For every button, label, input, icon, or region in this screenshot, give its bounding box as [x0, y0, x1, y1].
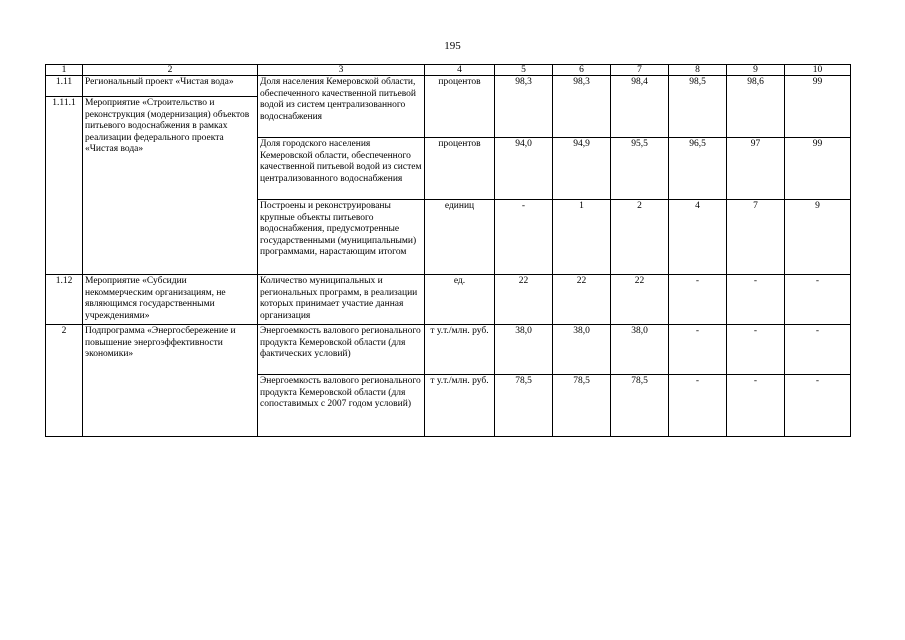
indicator-name: Доля населения Кемеровской области, обеспеченного качественной питьевой водой из систем централизованного водоснабжения: [258, 76, 425, 138]
unit: единиц: [425, 200, 495, 275]
value-cell: -: [669, 375, 727, 437]
row-number: 1.11: [46, 76, 83, 97]
header-cell: 2: [83, 65, 258, 76]
page-number: 195: [444, 40, 461, 52]
row-title: Подпрограмма «Энергосбережение и повышение энергоэффективности экономики»: [83, 325, 258, 437]
value-cell: 78,5: [553, 375, 611, 437]
value-cell: 98,6: [727, 76, 785, 138]
table-row: [46, 76, 851, 97]
value-cell: 97: [727, 138, 785, 200]
header-cell: 3: [258, 65, 425, 76]
value-cell: 22: [553, 275, 611, 325]
value-cell: 38,0: [495, 325, 553, 375]
indicator-name: Количество муниципальных и региональных программ, в реализации которых принимает участие данная организация: [258, 275, 425, 325]
value-cell: -: [785, 275, 851, 325]
value-cell: -: [495, 200, 553, 275]
row-number: 2: [46, 325, 83, 437]
header-cell: 1: [46, 65, 83, 76]
table-row: [46, 325, 851, 375]
header-cell: 8: [669, 65, 727, 76]
value-cell: -: [727, 275, 785, 325]
indicators-table: [45, 64, 851, 437]
value-cell: 9: [785, 200, 851, 275]
value-cell: 94,0: [495, 138, 553, 200]
table-row: [46, 275, 851, 325]
unit: процентов: [425, 76, 495, 138]
value-cell: -: [669, 275, 727, 325]
unit: ед.: [425, 275, 495, 325]
value-cell: -: [785, 375, 851, 437]
header-cell: 7: [611, 65, 669, 76]
header-cell: 6: [553, 65, 611, 76]
row-number: 1.11.1: [46, 97, 83, 275]
header-row: [46, 65, 851, 76]
value-cell: -: [669, 325, 727, 375]
value-cell: 98,5: [669, 76, 727, 138]
row-number: 1.12: [46, 275, 83, 325]
indicator-name: Доля городского населения Кемеровской области, обеспеченного качественной питьевой водой из систем централизованного водоснабжения: [258, 138, 425, 200]
value-cell: 98,3: [553, 76, 611, 138]
indicator-name: Энергоемкость валового регионального продукта Кемеровской области (для сопоставимых с 2007 годом условий): [258, 375, 425, 437]
value-cell: -: [727, 375, 785, 437]
value-cell: 99: [785, 76, 851, 138]
value-cell: 38,0: [611, 325, 669, 375]
row-title: Региональный проект «Чистая вода»: [83, 76, 258, 97]
value-cell: 99: [785, 138, 851, 200]
value-cell: 4: [669, 200, 727, 275]
value-cell: 2: [611, 200, 669, 275]
value-cell: 78,5: [495, 375, 553, 437]
value-cell: 22: [611, 275, 669, 325]
value-cell: -: [727, 325, 785, 375]
value-cell: 78,5: [611, 375, 669, 437]
header-cell: 5: [495, 65, 553, 76]
value-cell: 98,3: [495, 76, 553, 138]
value-cell: 95,5: [611, 138, 669, 200]
value-cell: 22: [495, 275, 553, 325]
value-cell: -: [785, 325, 851, 375]
value-cell: 38,0: [553, 325, 611, 375]
header-cell: 10: [785, 65, 851, 76]
header-cell: 9: [727, 65, 785, 76]
row-title: Мероприятие «Субсидии некоммерческим организациям, не являющимся государственными учреждениями»: [83, 275, 258, 325]
value-cell: 96,5: [669, 138, 727, 200]
unit: процентов: [425, 138, 495, 200]
value-cell: 98,4: [611, 76, 669, 138]
indicator-name: Энергоемкость валового регионального продукта Кемеровской области (для фактических условий): [258, 325, 425, 375]
row-title: Мероприятие «Строительство и реконструкция (модернизация) объектов питьевого водоснабжения в рамках реализации федерального проекта «Чистая вода»: [83, 97, 258, 275]
header-cell: 4: [425, 65, 495, 76]
value-cell: 94,9: [553, 138, 611, 200]
unit: т у.т./млн. руб.: [425, 325, 495, 375]
value-cell: 7: [727, 200, 785, 275]
value-cell: 1: [553, 200, 611, 275]
indicator-name: Построены и реконструированы крупные объекты питьевого водоснабжения, предусмотренные государственными (муниципальными) программами, нарастающим итогом: [258, 200, 425, 275]
unit: т у.т./млн. руб.: [425, 375, 495, 437]
